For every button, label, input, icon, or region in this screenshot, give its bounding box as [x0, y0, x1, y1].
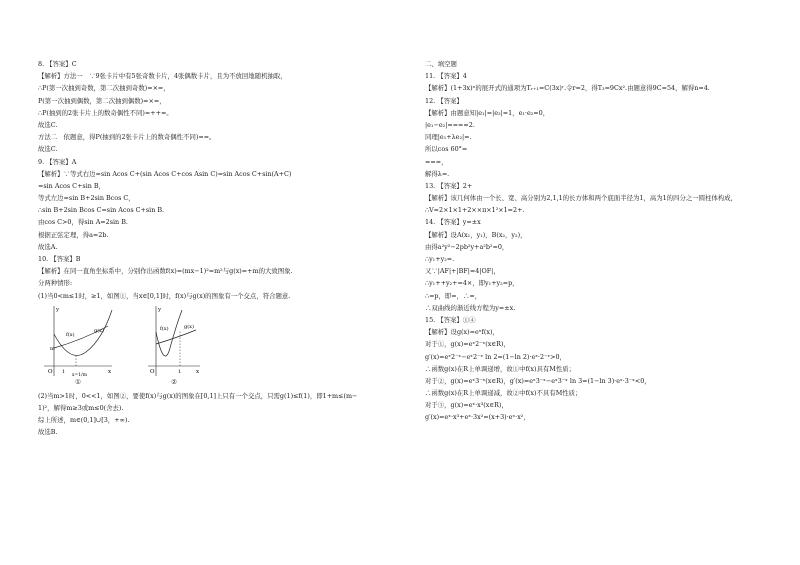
figure-1-graph — [42, 304, 114, 378]
text-line: 11. 【答案】4 — [425, 72, 467, 81]
text-line: 13. 【答案】2+ — [425, 181, 473, 190]
figure-2 — [146, 304, 202, 388]
text-line: ∴P(第一次抽到奇数，第二次抽到奇数)=×=， — [38, 84, 170, 93]
text-line: 由cos C>0，得sin A=2sin B. — [38, 218, 128, 227]
x-label: x — [108, 368, 112, 375]
text-line: ∴双曲线的渐近线方程为y=±x. — [425, 303, 516, 312]
figure-row — [38, 304, 383, 388]
f-label: f(x) — [160, 325, 169, 332]
text-line: =sin Acos C+sin B， — [38, 181, 105, 190]
text-line: g′(x)=eˣ·x³+eˣ·3x²=(x+3)·eˣ·x²， — [425, 413, 530, 422]
y-label: y — [56, 306, 60, 313]
text-line: 【解析】设g(x)=eˣf(x)， — [425, 328, 499, 337]
text-line: 【解析】在同一直角坐标系中，分别作出函数f(x)=(mx−1)²=m²与g(x)=+m的大致图象. — [38, 267, 293, 276]
text-line: 故选B. — [38, 428, 58, 437]
text-line: 对于①，g(x)=eˣ2⁻ˣ(x∈R)， — [425, 340, 510, 349]
text-line: |e₁−e₂|====2. — [425, 120, 475, 129]
text-line: ∴sin B+2sin Bcos C=sin Acos C+sin B. — [38, 206, 165, 215]
text-line: ∴y₁+y₂=. — [425, 255, 455, 263]
figure-2-caption: ② — [171, 377, 177, 386]
text-line: 【解析】该几何体由一个长、宽、高分别为2,1,1的长方体和两个底面半径为1，高为1的四分之一圆柱体构成， — [425, 194, 737, 203]
text-line: 对于②，g(x)=eˣ3⁻ˣ(x∈R)，g′(x)=eˣ3⁻ˣ−eˣ3⁻ˣ ln 3=(1−ln 3)·eˣ·3⁻ˣ<0， — [425, 376, 651, 385]
left-text-block-b — [38, 390, 383, 439]
text-line: 14. 【答案】y=±x — [425, 218, 481, 227]
text-line: 所以cos 60°= — [425, 145, 468, 154]
m-label: m — [50, 345, 55, 352]
text-line: 【解析】由题意知|e₁|=|e₂|=1，e₁·e₂=0， — [425, 108, 550, 117]
g-curve — [156, 330, 196, 344]
text-line: 同理|e₁+λe₂|=. — [425, 133, 472, 142]
x-label: x — [196, 368, 200, 375]
text-line: ∴函数g(x)在R上单调递减，故②中f(x)不具有M性质； — [425, 389, 582, 398]
text-line: g′(x)=eˣ2⁻ˣ−eˣ2⁻ˣ ln 2=(1−ln 2)·eˣ·2⁻ˣ>0， — [425, 352, 566, 361]
text-line: 8. 【答案】C — [38, 60, 77, 68]
text-line: 9. 【答案】A — [38, 157, 77, 166]
text-line: (1)当0<m≤1时，≥1，如图①，当x∈[0,1]时，f(x)与g(x)的图象有一个交点，符合题意. — [38, 291, 291, 300]
text-line: ===， — [425, 157, 448, 166]
text-line: 10. 【答案】B — [38, 255, 81, 263]
origin-label: O — [48, 368, 53, 375]
text-line: 故选A. — [38, 242, 58, 251]
text-line: 根据正弦定理，得a=2b. — [38, 230, 109, 239]
text-line: 等式左边=sin B+2sin Bcos C， — [38, 194, 135, 203]
origin-label: O — [150, 368, 155, 375]
text-line: ∴V=2×1×1+2××π×1²×1=2+. — [425, 206, 525, 215]
text-line: P(第一次抽到偶数，第二次抽到偶数)=×=， — [38, 96, 166, 105]
xm-label: x=1/m — [72, 372, 87, 378]
left-text-block-a — [38, 58, 383, 302]
y-label: y — [158, 306, 162, 313]
text-line: 【解析】设A(x₁，y₁)，B(x₂，y₂)， — [425, 230, 527, 239]
text-line: 又∵|AF|+|BF|=4|OF|， — [425, 267, 500, 276]
text-line: ∴y₁++y₂+=4×，即y₁+y₂=p， — [425, 279, 519, 288]
text-line: 【解析】(1+3x)ⁿ的展开式的通项为Tᵣ₊₁=C(3x)ʳ.令r=2，得T₃=9Cx².由题意得9C=54，解得n=4. — [425, 84, 710, 93]
text-line: 二、填空题 — [425, 60, 457, 68]
text-line: 综上所述，m∈(0,1]∪[3，+∞). — [38, 416, 130, 425]
text-line: 1)²，解得m≥3或m≤0(舍去). — [38, 403, 124, 412]
f-curve — [156, 310, 182, 356]
right-text-block — [425, 58, 770, 424]
figure-1-caption: ① — [75, 377, 81, 386]
figure-1 — [42, 304, 114, 388]
text-line: 解得λ=. — [425, 169, 450, 178]
text-line: ∴函数g(x)在R上单调递增，故①中f(x)具有M性质； — [425, 364, 576, 373]
right-column — [425, 58, 770, 424]
text-line: 方法二 依题意，得P(抽到的2张卡片上的数奇偶性不同)==。 — [38, 133, 216, 142]
text-line: 对于③，g(x)=eˣ·x³(x∈R)， — [425, 401, 508, 410]
text-line: (2)当m>1时，0<<1，如图②，要使f(x)与g(x)的图象在[0,1]上只有一个交点，只需g(1)≤f(1)，即1+m≤(m− — [38, 391, 358, 400]
f-label: f(x) — [66, 331, 75, 338]
text-line: 由得a²y²−2pb²y+a²b²=0， — [425, 242, 509, 251]
text-line: 【解析】方法一 ∵9张卡片中有5张奇数卡片，4张偶数卡片，且为不放回地随机抽取， — [38, 72, 287, 81]
text-line: 故选C. — [38, 120, 58, 129]
left-column — [38, 58, 383, 439]
figure-2-graph — [146, 304, 202, 378]
text-line: ∴=p，即=，∴=， — [425, 291, 482, 300]
text-line: 【解析】∵等式右边=sin Acos C+(sin Acos C+cos Asin C)=sin Acos C+sin(A+C) — [38, 169, 292, 178]
text-line: 15. 【答案】①④ — [425, 315, 476, 324]
text-line: ∴P(抽到的2张卡片上的数奇偶性不同)=++=。 — [38, 108, 173, 117]
g-label: g(x) — [94, 327, 104, 334]
text-line: 12. 【答案】 — [425, 96, 463, 105]
text-line: 分两种情形: — [38, 279, 73, 288]
one-label: 1 — [178, 368, 182, 375]
one-label: 1 — [62, 368, 66, 375]
g-label: g(x) — [184, 323, 194, 330]
text-line: 故选C. — [38, 145, 58, 154]
